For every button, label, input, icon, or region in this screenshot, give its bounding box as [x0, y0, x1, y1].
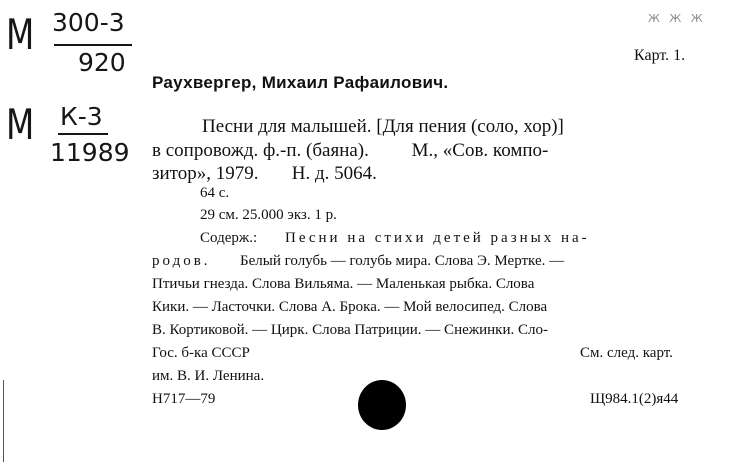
card-edge-line — [3, 380, 4, 462]
handwritten-fraction-line-2 — [58, 133, 108, 135]
physical-description: 29 см. 25.000 экз. 1 р. — [200, 207, 337, 223]
contents-line-3: Птичьи гнезда. Слова Вильяма. — Маленькая рыбка. Слова — [152, 276, 535, 292]
card-number: Карт. 1. — [634, 47, 686, 64]
handwritten-shelf-denominator-2: 11989 — [50, 138, 130, 167]
handwritten-shelf-numerator-2: К-3 — [60, 102, 103, 131]
faint-corner-mark: Ж Ж Ж — [648, 12, 706, 25]
pagination: 64 с. — [200, 185, 230, 201]
handwritten-shelf-denominator-1: 920 — [78, 48, 126, 77]
library-name-line-2: им. В. И. Ленина. — [152, 368, 265, 384]
title-line-1: Песни для малышей. [Для пения (соло, хор)] — [202, 116, 564, 137]
contents-line-4: Кики. — Ласточки. Слова А. Брока. — Мой велосипед. Слова — [152, 299, 548, 315]
contents-line-5: В. Кортиковой. — Цирк. Слова Патриции. — Снежинки. Сло- — [152, 322, 548, 338]
catalog-record-number: Н717—79 — [152, 391, 216, 407]
title-line-3: зитор», 1979. Н. д. 5064. — [152, 163, 377, 184]
library-name-line-1: Гос. б-ка СССР — [152, 345, 250, 361]
handwritten-shelf-letter-1: М — [6, 10, 35, 59]
handwritten-shelf-numerator-1: 300-3 — [52, 8, 125, 37]
classification-index: Щ984.1(2)я44 — [590, 391, 679, 407]
see-next-card: См. след. карт. — [580, 345, 673, 361]
title-line-2: в сопровожд. ф.-п. (баяна). М., «Сов. компо- — [152, 140, 549, 161]
handwritten-shelf-letter-2: М — [6, 100, 35, 149]
punch-hole — [358, 380, 406, 430]
contents-spaced-2: родов. — [152, 253, 211, 269]
contents-label: Содерж.: — [200, 230, 258, 246]
contents-spaced-1: Песни на стихи детей разных на- — [285, 230, 590, 246]
author-heading: Раухвергер, Михаил Рафаилович. — [152, 73, 449, 92]
handwritten-fraction-line-1 — [54, 44, 132, 46]
contents-line-2: Белый голубь — голубь мира. Слова Э. Мертке. — — [240, 253, 565, 269]
